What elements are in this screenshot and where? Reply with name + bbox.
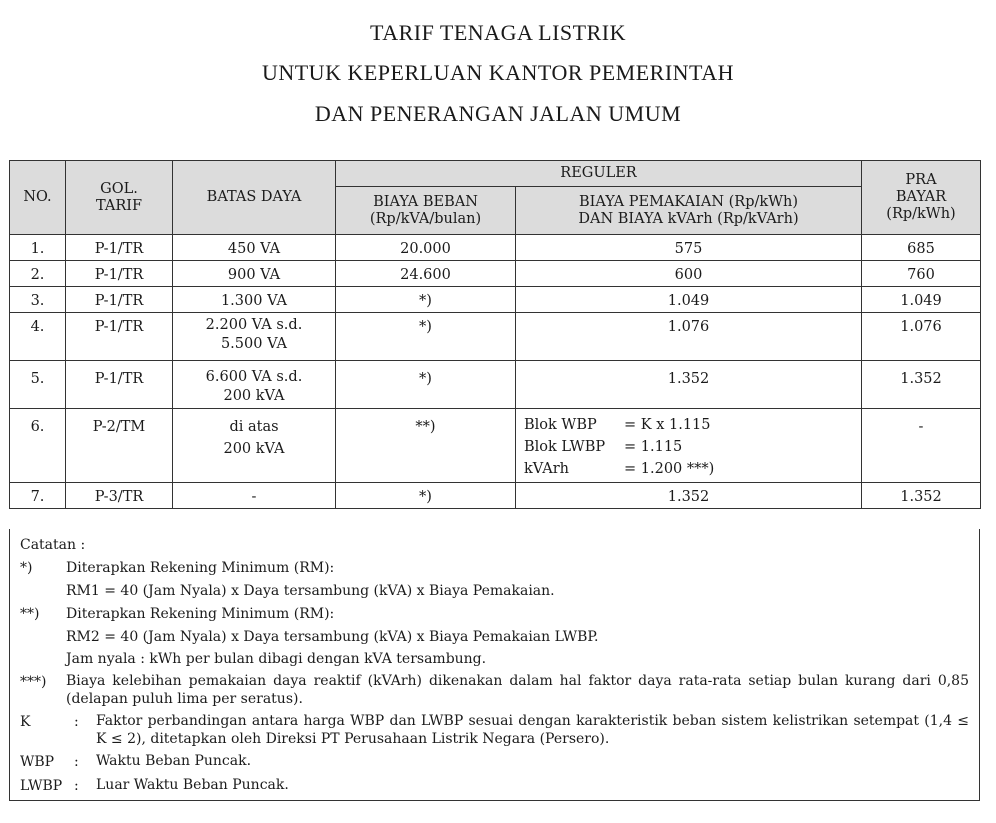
note-2-formula: RM2 = 40 (Jam Nyala) x Daya tersambung (kVA) x Biaya Pemakaian LWBP. — [66, 629, 599, 645]
note-3-marker: ***) — [20, 674, 47, 690]
cell-batas — [173, 313, 336, 361]
def-colon: : — [74, 778, 79, 794]
note-2-jam-nyala: Jam nyala : kWh per bulan dibagi dengan kVA tersambung. — [66, 651, 487, 667]
cell-gol: P-1/TR — [66, 361, 173, 409]
cell-batas-line2: 5.500 VA — [220, 336, 288, 352]
header-reguler: REGULER — [336, 161, 862, 187]
cell-gol: P-1/TR — [66, 313, 173, 361]
blok-line — [524, 414, 855, 436]
note-1-text: Diterapkan Rekening Minimum (RM): — [66, 560, 335, 576]
tariff-table — [9, 160, 981, 509]
header-prabayar — [862, 161, 981, 235]
cell-pemakaian: 1.352 — [516, 361, 862, 409]
cell-batas-line2: 200 kVA — [223, 388, 285, 404]
note-2-marker: **) — [20, 606, 40, 622]
note-3 — [20, 672, 969, 708]
cell-batas-line2: 200 kVA — [223, 441, 285, 457]
blok-label: Blok WBP — [524, 417, 597, 433]
title-line-3: DAN PENERANGAN JALAN UMUM — [314, 101, 682, 126]
cell-no: 7. — [10, 483, 66, 509]
cell-pemakaian: 1.049 — [516, 287, 862, 313]
cell-prabayar: 1.352 — [862, 483, 981, 509]
blok-value: = 1.200 ***) — [624, 461, 715, 477]
cell-gol: P-1/TR — [66, 235, 173, 261]
cell-no: 3. — [10, 287, 66, 313]
def-colon: : — [74, 754, 79, 770]
table-row — [10, 235, 981, 261]
cell-prabayar: 760 — [862, 261, 981, 287]
cell-pemakaian: 600 — [516, 261, 862, 287]
notes-section — [9, 529, 980, 801]
title-line-2: UNTUK KEPERLUAN KANTOR PEMERINTAH — [261, 60, 735, 85]
cell-batas-line1: di atas — [229, 419, 279, 435]
header-biaya-beban — [336, 187, 516, 235]
cell-no: 1. — [10, 235, 66, 261]
def-key: LWBP — [20, 778, 63, 794]
cell-gol: P-1/TR — [66, 287, 173, 313]
header-gol-line1: GOL. — [100, 180, 138, 197]
blok-value: = 1.115 — [624, 439, 683, 455]
table-row — [10, 287, 981, 313]
cell-prabayar: 1.352 — [862, 361, 981, 409]
cell-prabayar: - — [862, 409, 981, 483]
notes-heading: Catatan : — [20, 537, 86, 553]
header-no: NO. — [10, 161, 66, 235]
note-1 — [20, 558, 969, 578]
blok-line — [524, 458, 855, 480]
def-text: Luar Waktu Beban Puncak. — [96, 777, 289, 793]
note-2-text: Diterapkan Rekening Minimum (RM): — [66, 606, 335, 622]
header-pemakaian-line2: DAN BIAYA kVArh (Rp/kVArh) — [578, 210, 799, 227]
cell-batas: 900 VA — [173, 261, 336, 287]
cell-prabayar: 685 — [862, 235, 981, 261]
cell-batas: - — [173, 483, 336, 509]
note-1-marker: *) — [20, 560, 33, 576]
cell-pemakaian-blok — [516, 409, 862, 483]
cell-no: 6. — [10, 409, 66, 483]
cell-beban: *) — [336, 483, 516, 509]
cell-beban: 24.600 — [336, 261, 516, 287]
table-row — [10, 261, 981, 287]
header-biaya-pemakaian — [516, 187, 862, 235]
cell-beban: *) — [336, 361, 516, 409]
def-text: Faktor perbandingan antara harga WBP dan LWBP sesuai dengan karakteristik beban sistem kelistrikan setempat (1,4 ≤ K ≤ 2), ditetapkan oleh Direksi PT Perusahaan Listrik Negara (Persero). — [96, 713, 969, 747]
cell-batas — [173, 361, 336, 409]
definition-wbp — [20, 752, 969, 772]
cell-batas-line1: 2.200 VA s.d. — [205, 317, 303, 333]
cell-gol: P-1/TR — [66, 261, 173, 287]
cell-beban: 20.000 — [336, 235, 516, 261]
def-key: K — [20, 714, 31, 730]
cell-batas-line1: 6.600 VA s.d. — [205, 369, 303, 385]
note-3-text: Biaya kelebihan pemakaian daya reaktif (kVArh) dikenakan dalam hal faktor daya rata-rata setiap bulan kurang dari 0,85 (delapan puluh lima per seratus). — [66, 673, 969, 707]
blok-value: = K x 1.115 — [624, 417, 711, 433]
cell-beban: *) — [336, 287, 516, 313]
cell-beban: **) — [336, 409, 516, 483]
header-gol-tarif — [66, 161, 173, 235]
def-colon: : — [74, 714, 79, 730]
cell-beban: *) — [336, 313, 516, 361]
table-row — [10, 313, 981, 361]
cell-batas: 450 VA — [173, 235, 336, 261]
note-2 — [20, 604, 969, 624]
def-text: Waktu Beban Puncak. — [96, 753, 252, 769]
blok-label: Blok LWBP — [524, 439, 606, 455]
cell-pemakaian: 1.076 — [516, 313, 862, 361]
header-pra-line1: PRA — [905, 172, 937, 188]
cell-gol: P-2/TM — [66, 409, 173, 483]
cell-no: 2. — [10, 261, 66, 287]
header-pra-line2: BAYAR — [895, 189, 947, 205]
blok-line — [524, 436, 855, 458]
title-line-1: TARIF TENAGA LISTRIK — [370, 20, 626, 45]
header-pra-line3: (Rp/kWh) — [886, 206, 956, 222]
header-beban-line2: (Rp/kVA/bulan) — [369, 210, 482, 227]
cell-no: 4. — [10, 313, 66, 361]
blok-label: kVArh — [524, 461, 570, 477]
table-row — [10, 483, 981, 509]
def-key: WBP — [20, 754, 55, 770]
cell-batas: 1.300 VA — [173, 287, 336, 313]
cell-prabayar: 1.076 — [862, 313, 981, 361]
cell-prabayar: 1.049 — [862, 287, 981, 313]
cell-gol: P-3/TR — [66, 483, 173, 509]
cell-pemakaian: 575 — [516, 235, 862, 261]
cell-batas — [173, 409, 336, 483]
cell-pemakaian: 1.352 — [516, 483, 862, 509]
header-pemakaian-line1: BIAYA PEMAKAIAN (Rp/kWh) — [578, 193, 799, 210]
header-beban-line1: BIAYA BEBAN — [373, 193, 478, 210]
definition-lwbp — [20, 776, 969, 796]
cell-no: 5. — [10, 361, 66, 409]
definition-k — [20, 712, 969, 748]
note-1-formula: RM1 = 40 (Jam Nyala) x Daya tersambung (kVA) x Biaya Pemakaian. — [66, 583, 555, 599]
table-row — [10, 409, 981, 483]
header-batas-daya: BATAS DAYA — [173, 161, 336, 235]
header-gol-line2: TARIF — [95, 197, 143, 214]
table-row — [10, 361, 981, 409]
